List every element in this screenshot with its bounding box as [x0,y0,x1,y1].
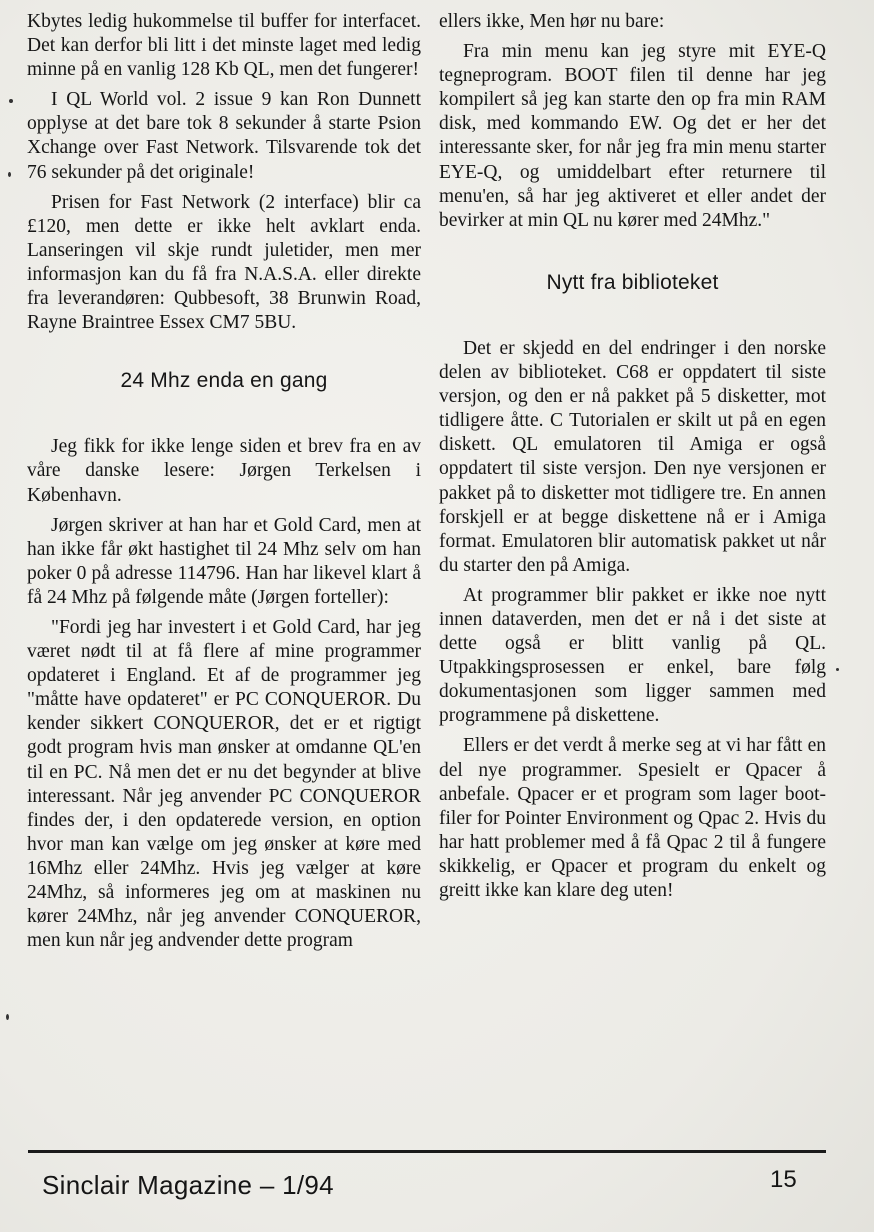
article-paragraph: Det er skjedd en del endringer i den norske delen av biblioteket. C68 er oppdatert til siste versjon, og den er nå pakket på 5 disketter, mot tidligere åtte. C Tutorialen er skilt ut på en egen diskett. QL emulatoren til Amiga er også oppdatert til siste versjon. Den nye versjonen er pakket på to disketter mot tidligere tre. En annen forskjell er at begge diskettene nå er i Amiga format. Emulatoren blir automatisk pakket ut når du starter den på Amiga. [439,337,826,576]
article-paragraph: Ellers er det verdt å merke seg at vi har fått en del nye programmer. Spesielt er Qpacer å anbefale. Qpacer er et program som lager boot-filer for Pointer Environment og Qpac 2. Hvis du har hatt problemer med å få Qpac 2 til å fungere skikkelig, er Qpacer et program du enkelt og greitt ikke kan klare deg uten! [439,735,826,901]
article-paragraph: I QL World vol. 2 issue 9 kan Ron Dunnett opplyse at det bare tok 8 sekunder å starte Psion Xchange over Fast Network. Tilsvarende tok det 76 sekunder på det originale! [27,89,421,183]
section-heading: Nytt fra biblioteket [546,270,719,294]
article-paragraph: Jørgen skriver at han har et Gold Card, men at han ikke får økt hastighet til 24 Mhz selv om han poker 0 på adresse 114796. Han har likevel klart å få 24 Mhz på følgende måte (Jørgen forteller): [27,514,421,608]
footer-divider [28,1150,826,1153]
scan-speck [6,1014,9,1020]
article-paragraph: Fra min menu kan jeg styre mit EYE-Q tegneprogram. BOOT filen til denne har jeg kompilert så jeg kan starte den op fra min RAM disk, med kommando EW. Og det er her det interessante sker, for når jeg fra min menu starter EYE-Q, og umiddelbart efter returnere til menu'en, så har jeg aktiveret et eller andet der bevirker at min QL nu kører med 24Mhz." [439,41,826,231]
scan-speck [8,172,11,177]
magazine-issue-title: Sinclair Magazine – 1/94 [42,1170,334,1200]
section-heading: 24 Mhz enda en gang [120,369,328,393]
article-paragraph: Prisen for Fast Network (2 interface) blir ca £120, men dette er ikke helt avklart enda. Lanseringen vil skje rundt juletider, men mer informasjon kan du få fra N.A.S.A. eller direkte fra leverandøren: Qubbesoft, 38 Brunwin Road, Rayne Braintree Essex CM7 5BU. [27,191,421,334]
right-column [439,10,826,909]
article-paragraph: Jeg fikk for ikke lenge siden et brev fra en av våre danske lesere: Jørgen Terkelsen i København. [27,436,421,506]
article-paragraph: "Fordi jeg har investert i et Gold Card, har jeg været nødt til at få flere af mine programmer opdateret i England. Et af de programmer jeg "måtte have opdateret" er PC CONQUEROR. Du kender sikkert CONQUEROR, det er et rigtigt godt program hvis man ønsker at omdanne QL'en til en PC. Nå men det er nu det begynder at blive interessant. Når jeg anvender PC CONQUEROR findes der, i den opdaterede version, en option hvor man kan vælge om jeg ønsker at køre med 16Mhz eller 24Mhz. Hvis jeg vælger at køre 24Mhz, så informeres jeg om at maskinen nu kører 24Mhz, når jeg anvender CONQUEROR, men kun når jeg andvender dette program [27,616,421,952]
scan-speck [836,668,839,671]
left-column [27,10,421,959]
article-paragraph: Kbytes ledig hukommelse til buffer for interfacet. Det kan derfor bli litt i det minste laget med ledig minne på en vanlig 128 Kb QL, men det fungerer! [27,11,421,81]
page-number: 15 [770,1166,797,1193]
scan-speck [9,99,13,103]
article-paragraph: At programmer blir pakket er ikke noe nytt innen dataverden, men det er nå i det siste at dette også er blitt vanlig på QL. Utpakkingsprosessen er enkel, bare følg dokumentasjonen som ligger sammen med programmene på diskettene. [439,584,826,727]
article-paragraph: ellers ikke, Men hør nu bare: [439,11,665,32]
